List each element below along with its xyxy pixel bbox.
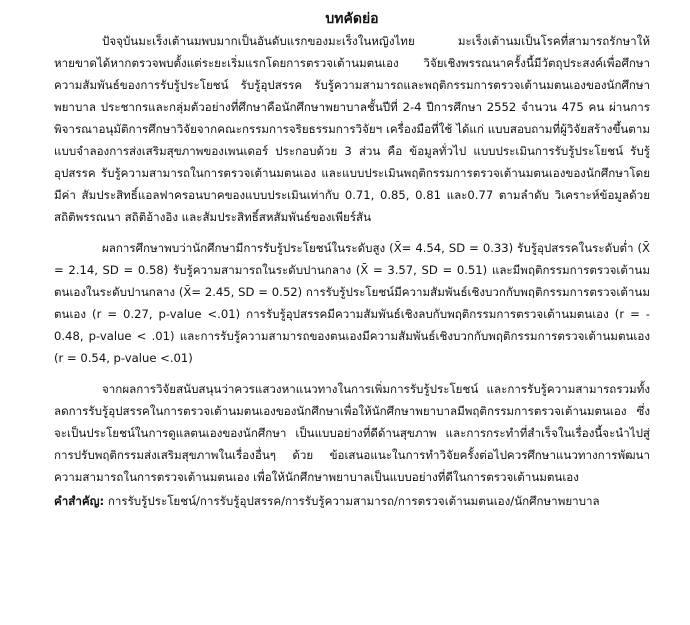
keywords-label: คำสำคัญ: xyxy=(54,494,105,508)
abstract-title: บทคัดย่อ xyxy=(325,11,379,27)
keywords-line xyxy=(54,490,650,512)
abstract-paragraph-results: ผลการศึกษาพบว่านักศึกษามีการรับรู้ประโยชน์ในระดับสูง (X̄= 4.54, SD = 0.33) รับรู้อุปสรรคในระดับต่ำ (X̄ = 2.14, SD = 0.58) รับรู้ความสามารถในระดับปานกลาง (X̄ = 3.57, SD = 0.51) และมีพฤติกรรมการตรวจเต้านมตนเองในระดับปานกลาง (X̄= 2.45, SD = 0.52) การรับรู้ประโยชน์มีความสัมพันธ์เชิงบวกกับพฤติกรรมการตรวจเต้านมตนเอง (r = 0.27, p-value <.01) การรับรู้อุปสรรคมีความสัมพันธ์เชิงลบกับพฤติกรรมการตรวจเต้านมตนเอง (r = - 0.48, p-value < .01) และการรับรู้ความสามารถของตนเองมีความสัมพันธ์เชิงบวกกับพฤติกรรมการตรวจเต้านมตนเอง (r = 0.54, p-value <.01) xyxy=(54,241,650,365)
keywords-text: การรับรู้ประโยชน์/การรับรู้อุปสรรค/การรับรู้ความสามารถ/การตรวจเต้านมตนเอง/นักศึกษาพยาบาล xyxy=(107,494,600,508)
abstract-paragraph-conclusion: จากผลการวิจัยสนับสนุนว่าควรแสวงหาแนวทางในการเพิ่มการรับรู้ประโยชน์ และการรับรู้ความสามารถรวมทั้งลดการรับรู้อุปสรรคในการตรวจเต้านมตนเองของนักศึกษาเพื่อให้นักศึกษาพยาบาลมีพฤติกรรมการตรวจเต้านมตนเอง ซึ่งจะเป็นประโยชน์ในการดูแลตนเองของนักศึกษา เป็นแบบอย่างที่ดีด้านสุขภาพ และการกระทำที่สำเร็จในเรื่องนี้จะนำไปสู่การปรับพฤติกรรมส่งเสริมสุขภาพในเรื่องอื่นๆ ด้วย ข้อเสนอแนะในการทำวิจัยครั้งต่อไปควรศึกษาแนวทางการพัฒนาความสามารถในการตรวจเต้านมตนเอง เพื่อให้นักศึกษาพยาบาลเป็นแบบอย่างที่ดีในการตรวจเต้านมตนเอง xyxy=(54,382,650,484)
abstract-paragraph-background: ปัจจุบันมะเร็งเต้านมพบมากเป็นอันดับแรกของมะเร็งในหญิงไทย มะเร็งเต้านมเป็นโรคที่สามารถรักษาให้หายขาดได้หากตรวจพบตั้งแต่ระยะเริ่มแรกโดยการตรวจเต้านมตนเอง วิจัยเชิงพรรณนาครั้งนี้มีวัตถุประสงค์เพื่อศึกษาความสัมพันธ์ของการรับรู้ประโยชน์ รับรู้อุปสรรค รับรู้ความสามารถและพฤติกรรมการตรวจเต้านมตนเองของนักศึกษาพยาบาล ประชากรและกลุ่มตัวอย่างที่ศึกษาคือนักศึกษาพยาบาลชั้นปีที่ 2-4 ปีการศึกษา 2552 จำนวน 475 คน ผ่านการพิจารณาอนุมัติการศึกษาวิจัยจากคณะกรรมการจริยธรรมการวิจัยฯ เครื่องมือที่ใช้ ได้แก่ แบบสอบถามที่ผู้วิจัยสร้างขึ้นตามแบบจำลองการส่งเสริมสุขภาพของเพนเดอร์ ประกอบด้วย 3 ส่วน คือ ข้อมูลทั่วไป แบบประเมินการรับรู้ประโยชน์ รับรู้อุปสรรค รับรู้ความสามารถในการตรวจเต้านมตนเอง และแบบประเมินพฤติกรรมการตรวจเต้านมตนเองของนักศึกษาโดยมีค่า สัมประสิทธิ์แอลฟาครอนบาคของแบบประเมินเท่ากับ 0.71, 0.85, 0.81 และ0.77 ตามลำดับ วิเคราะห์ข้อมูลด้วยสถิติพรรณนา สถิติอ้างอิง และสัมประสิทธิ์สหสัมพันธ์ของเพียร์สัน xyxy=(54,34,650,224)
